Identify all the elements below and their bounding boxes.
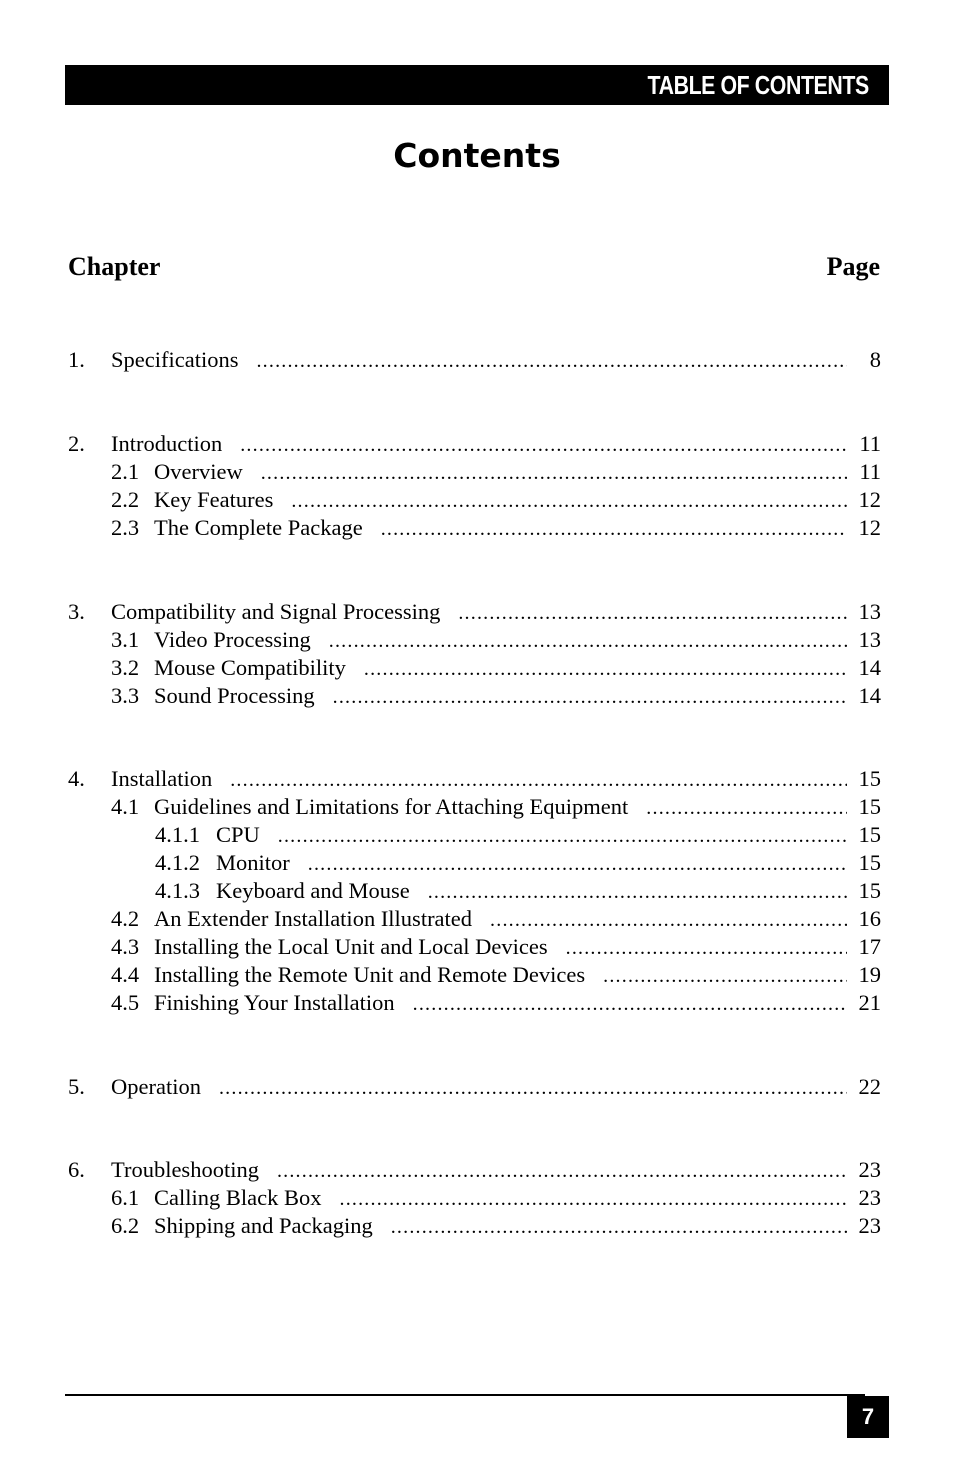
toc-entry-number: 6.1: [111, 1185, 140, 1210]
toc-entry-label: Sound Processing: [154, 683, 315, 708]
toc-entry-label: Shipping and Packaging: [154, 1213, 373, 1238]
toc-entry: [68, 347, 881, 375]
toc-entry-label: Mouse Compatibility: [154, 655, 346, 680]
toc-entry: [68, 1157, 881, 1185]
toc-entry-label: Video Processing: [154, 627, 311, 652]
toc-entry-number: 4.1.2: [155, 850, 200, 875]
toc-entry-page: 23: [858, 1157, 881, 1182]
toc-entry: [111, 990, 881, 1018]
toc-entry-label: Operation: [111, 1074, 201, 1099]
toc-entry-page: 15: [858, 850, 881, 875]
toc-entry: [68, 1074, 881, 1102]
toc-entry-label: Introduction: [111, 431, 223, 456]
toc-entry-page: 22: [858, 1074, 881, 1099]
dot-leader: [256, 350, 847, 373]
toc-entry-page: 14: [858, 683, 881, 708]
header-bar: [65, 65, 889, 105]
toc-entry-label: The Complete Package: [154, 515, 363, 540]
toc-entry: [68, 766, 881, 794]
toc-entry-page: 15: [858, 794, 881, 819]
toc-entry: [111, 1213, 881, 1241]
toc-entry-number: 3.3: [111, 683, 140, 708]
toc-entry-label: Key Features: [154, 487, 274, 512]
toc-entry-page: 15: [858, 766, 881, 791]
toc-entry-label: Monitor: [216, 850, 290, 875]
toc-entry: [111, 962, 881, 990]
toc-entry-number: 4.2: [111, 906, 140, 931]
toc-entry: [111, 487, 881, 515]
toc-entry: [111, 683, 881, 711]
toc-entry-number: 2.1: [111, 459, 140, 484]
dot-leader: [219, 1077, 847, 1100]
toc-entry-label: Installing the Local Unit and Local Devices: [154, 934, 548, 959]
toc-entry-number: 2.2: [111, 487, 140, 512]
toc-entry-page: 11: [859, 459, 881, 484]
toc-entry-label: An Extender Installation Illustrated: [154, 906, 473, 931]
toc-entry-label: Guidelines and Limitations for Attaching Equipment: [154, 794, 629, 819]
toc-entry-number: 3.1: [111, 627, 140, 652]
toc-entry: [111, 794, 881, 822]
toc-entry: [111, 1185, 881, 1213]
toc-entry: [111, 515, 881, 543]
toc-entry-number: 2.3: [111, 515, 140, 540]
toc-entry-page: 16: [858, 906, 881, 931]
dot-leader: [340, 1188, 848, 1211]
dot-leader: [566, 937, 847, 960]
toc-entry-number: 4.1: [111, 794, 140, 819]
dot-leader: [329, 630, 847, 653]
toc-entry-label: Compatibility and Signal Processing: [111, 599, 441, 624]
toc-entry-label: Calling Black Box: [154, 1185, 322, 1210]
dot-leader: [646, 797, 847, 820]
page-column-heading: Page: [826, 252, 880, 281]
dot-leader: [428, 881, 847, 904]
toc-entry: [68, 599, 881, 627]
toc-entry-label: Keyboard and Mouse: [216, 878, 410, 903]
toc-entry-number: 4.4: [111, 962, 140, 987]
toc-entry-number: 5.: [68, 1074, 85, 1099]
toc-entry-number: 4.: [68, 766, 85, 791]
dot-leader: [391, 1216, 847, 1239]
toc-entry-number: 4.3: [111, 934, 140, 959]
dot-leader: [277, 1160, 847, 1183]
toc-entry-page: 15: [858, 878, 881, 903]
toc-entry: [111, 906, 881, 934]
dot-leader: [291, 490, 847, 513]
toc-entry-number: 4.1.1: [155, 822, 200, 847]
toc-entry-number: 2.: [68, 431, 85, 456]
dot-leader: [230, 769, 847, 792]
toc-entry: [155, 822, 881, 850]
dot-leader: [261, 462, 847, 485]
toc-entry-page: 13: [858, 627, 881, 652]
toc-entry-number: 4.1.3: [155, 878, 200, 903]
dot-leader: [490, 909, 847, 932]
toc-entry: [111, 934, 881, 962]
toc-entry-page: 13: [858, 599, 881, 624]
dot-leader: [308, 853, 847, 876]
toc-entry-page: 17: [858, 934, 881, 959]
toc-entry-page: 12: [858, 515, 881, 540]
toc-entry-number: 6.: [68, 1157, 85, 1182]
toc-entry: [111, 627, 881, 655]
toc-entry-number: 3.2: [111, 655, 140, 680]
toc-entry: [68, 431, 881, 459]
dot-leader: [603, 965, 847, 988]
toc-entry-label: Specifications: [111, 347, 239, 372]
page-number: 7: [847, 1396, 889, 1438]
header-title: TABLE OF CONTENTS: [647, 70, 869, 100]
toc-entry-label: CPU: [216, 822, 260, 847]
toc-entry-page: 23: [858, 1185, 881, 1210]
dot-leader: [333, 686, 847, 709]
toc-entry-label: Overview: [154, 459, 243, 484]
toc-entry-number: 1.: [68, 347, 85, 372]
toc-entry: [111, 655, 881, 683]
toc-entry: [155, 850, 881, 878]
toc-entry-page: 14: [858, 655, 881, 680]
toc-entry: [155, 878, 881, 906]
toc-entry-label: Installing the Remote Unit and Remote Devices: [154, 962, 586, 987]
toc-entry-number: 3.: [68, 599, 85, 624]
footer-rule: [65, 1394, 865, 1396]
toc-entry-page: 21: [858, 990, 881, 1015]
toc-entry-label: Finishing Your Installation: [154, 990, 395, 1015]
dot-leader: [458, 602, 847, 625]
page-title: Contents: [393, 136, 561, 175]
toc-entry: [111, 459, 881, 487]
toc-entry-label: Troubleshooting: [111, 1157, 259, 1182]
dot-leader: [240, 434, 847, 457]
toc-entry-page: 12: [858, 487, 881, 512]
toc-entry-number: 6.2: [111, 1213, 140, 1238]
toc-entry-page: 23: [858, 1213, 881, 1238]
toc-entry-label: Installation: [111, 766, 213, 791]
dot-leader: [413, 993, 847, 1016]
dot-leader: [278, 825, 847, 848]
toc-entry-page: 11: [859, 431, 881, 456]
toc-entry-number: 4.5: [111, 990, 140, 1015]
dot-leader: [364, 658, 847, 681]
dot-leader: [381, 518, 847, 541]
toc-entry-page: 15: [858, 822, 881, 847]
toc-entry-page: 19: [858, 962, 881, 987]
toc-entry-page: 8: [869, 347, 881, 372]
chapter-column-heading: Chapter: [68, 252, 161, 281]
